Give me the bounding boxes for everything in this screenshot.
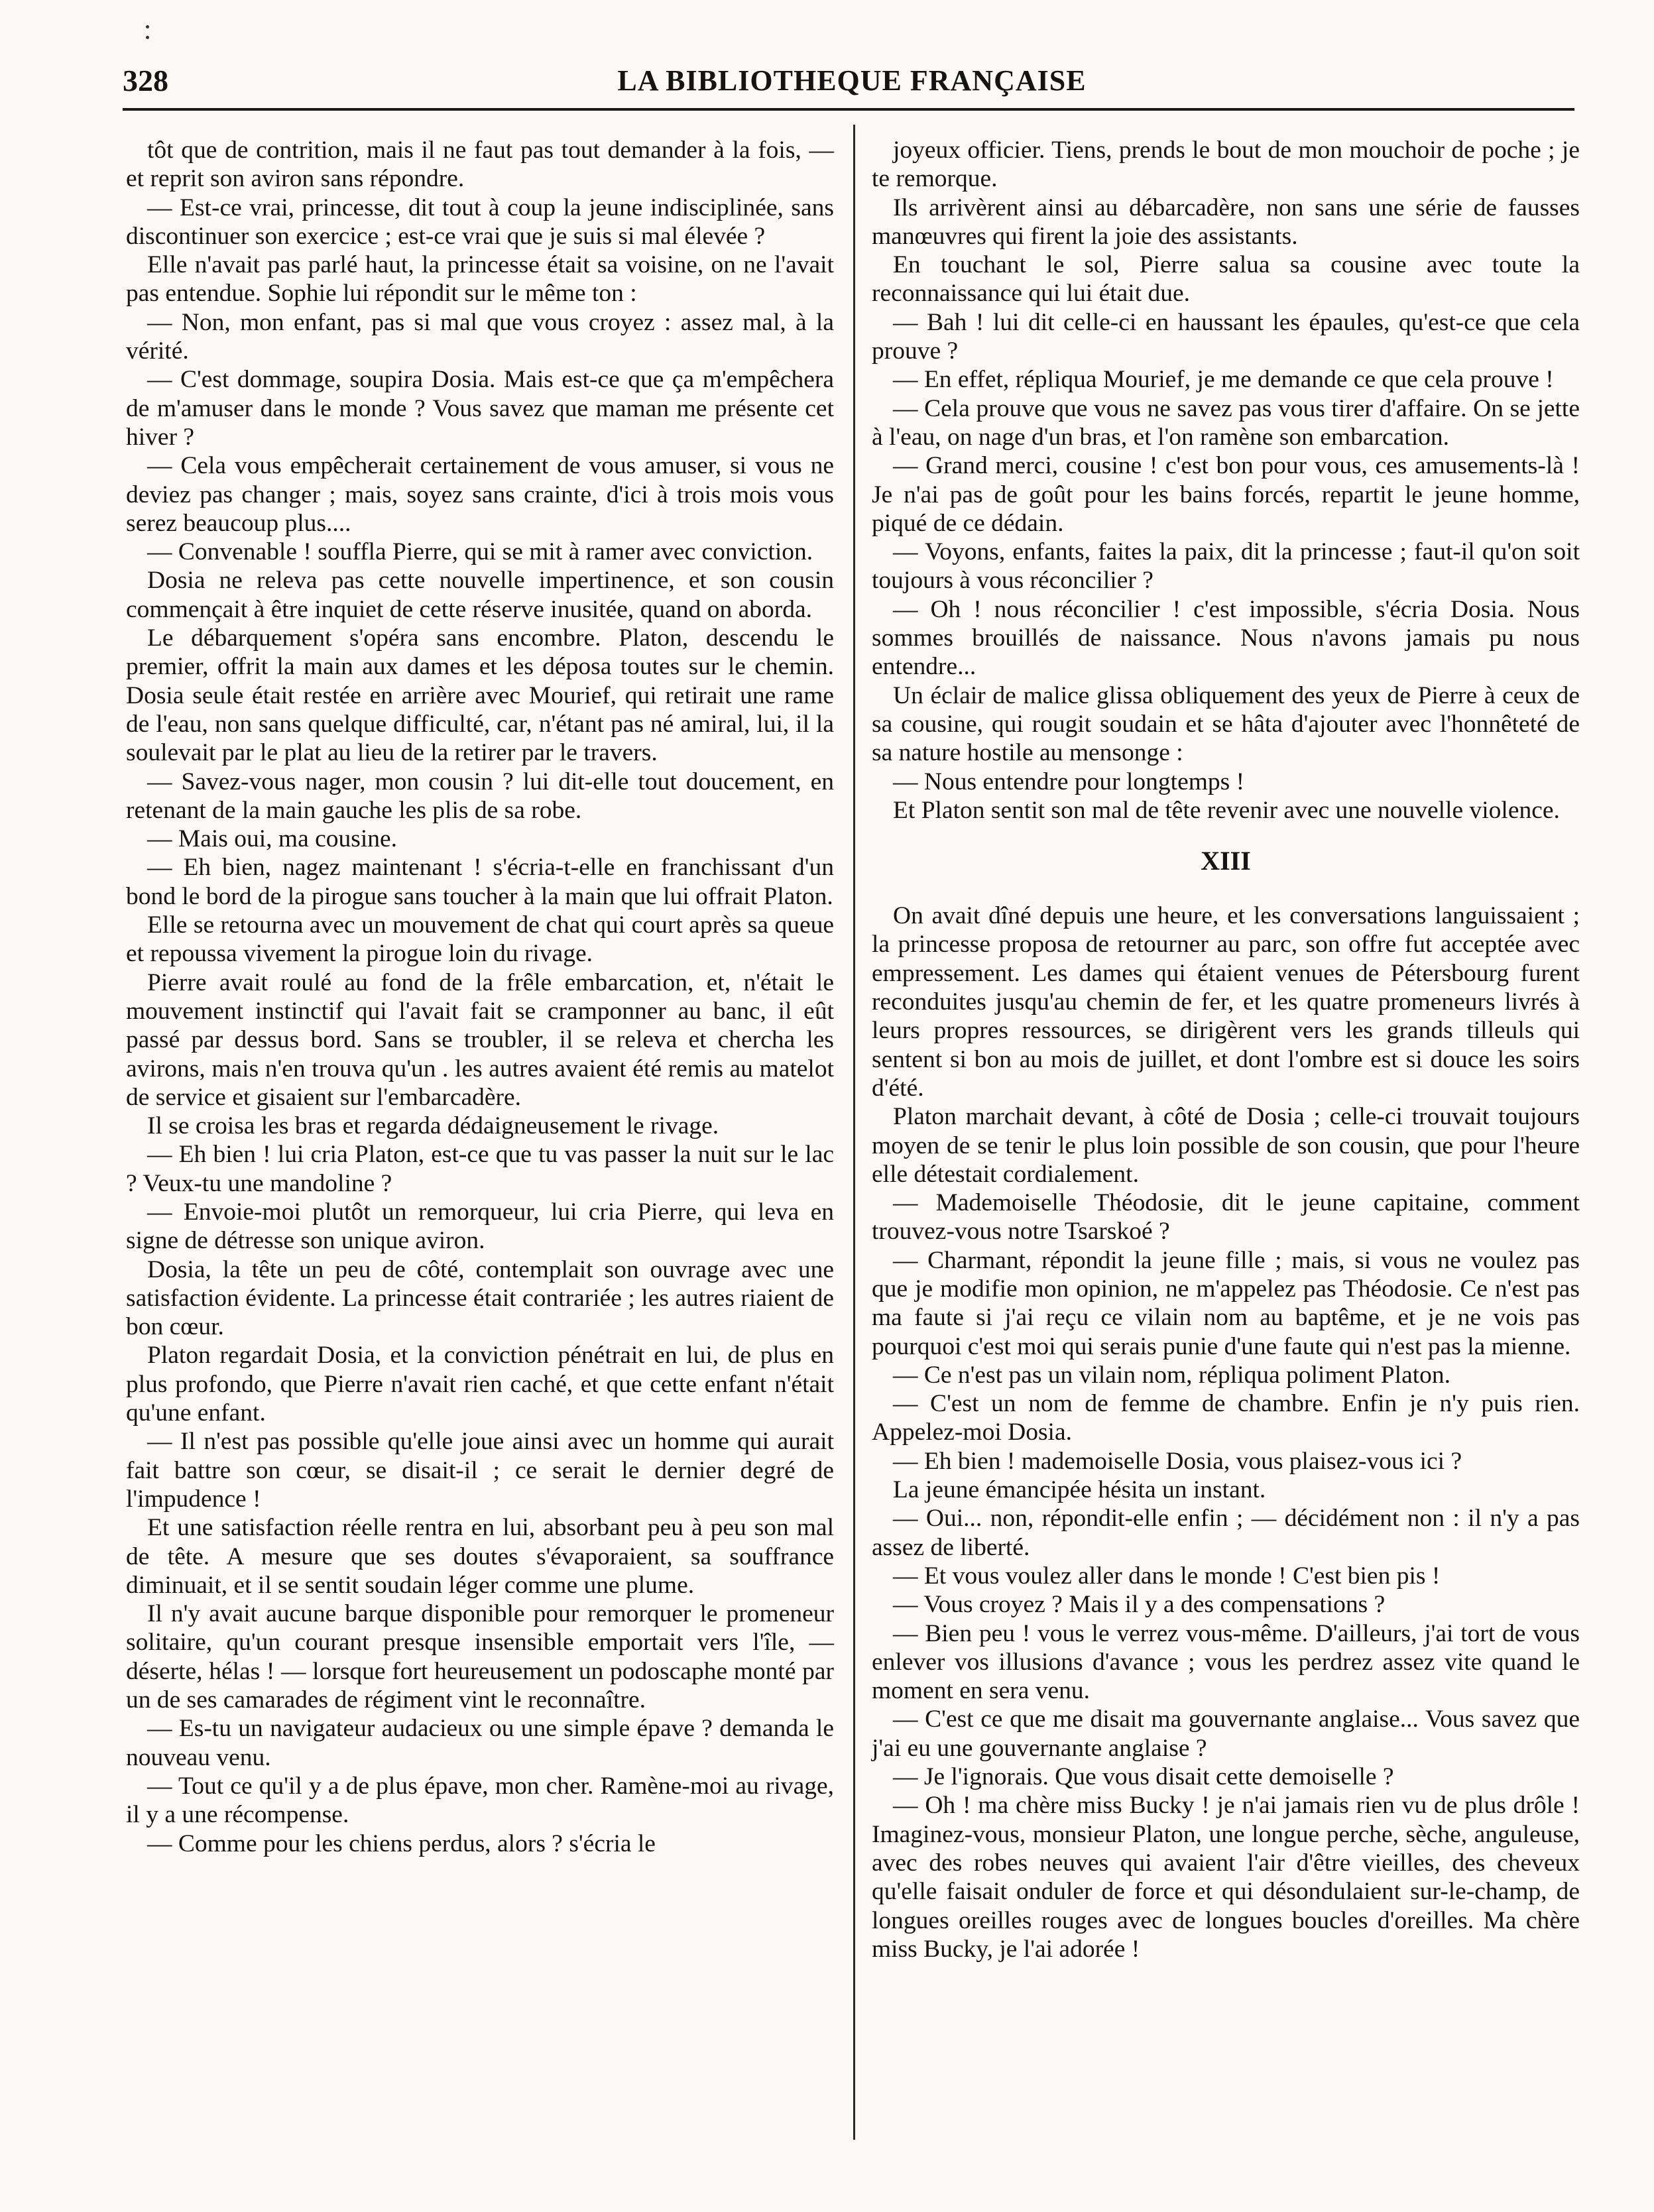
- paragraph: — Savez-vous nager, mon cousin ? lui dit-elle tout doucement, en retenant de la main gauche les plis de sa robe.: [126, 768, 834, 824]
- paragraph: — Grand merci, cousine ! c'est bon pour vous, ces amusements-là ! Je n'ai pas de goût pour les bains forcés, repartit le jeune homme, piqué de ce dédain.: [872, 452, 1580, 537]
- paragraph: — Bien peu ! vous le verrez vous-même. D'ailleurs, j'ai tort de vous enlever vos illusions d'avance ; vous les perdrez assez vite quand le moment en sera venu.: [872, 1619, 1580, 1705]
- paragraph: Elle se retourna avec un mouvement de chat qui court après sa queue et repoussa vivement la pirogue loin du rivage.: [126, 911, 834, 968]
- paragraph: — Et vous voulez aller dans le monde ! C'est bien pis !: [893, 1562, 1441, 1590]
- paragraph: — Eh bien ! lui cria Platon, est-ce que tu vas passer la nuit sur le lac ? Veux-tu une mandoline ?: [126, 1141, 834, 1197]
- paragraph: — C'est un nom de femme de chambre. Enfin je n'y puis rien. Appelez-moi Dosia.: [872, 1390, 1580, 1446]
- paragraph: On avait dîné depuis une heure, et les conversations languissaient ; la princesse proposa de retourner au parc, son offre fut acceptée avec empressement. Les dames qui étaient venues de Pétersbourg furent reconduites jusqu'au chemin de fer, et les quatre promeneurs livrés à leurs propres ressources, se dirigèrent vers les grands tilleuls qui sentent si bon au mois de juillet, et dont l'ombre est si douce les soirs d'été.: [872, 902, 1580, 1102]
- paragraph: Pierre avait roulé au fond de la frêle embarcation, et, n'était le mouvement instinctif qui l'avait fait se cramponner au banc, il eût passé par dessus bord. Sans se troubler, il se releva et chercha les avirons, mais n'en trouva qu'un . les autres avaient été remis au matelot de service et gisaient sur l'embarcadère.: [126, 968, 834, 1111]
- paragraph: — Charmant, répondit la jeune fille ; mais, si vous ne voulez pas que je modifie mon opinion, ne m'appelez pas Théodosie. Ce n'est pas ma faute si j'ai reçu ce vilain nom au baptême, et je ne vois pas pourquoi c'est moi qui serais punie d'une faute qui n'est pas la mienne.: [872, 1246, 1580, 1360]
- right-column-text-before: [872, 136, 1580, 825]
- paragraph: Il se croisa les bras et regarda dédaigneusement le rivage.: [147, 1112, 719, 1140]
- paragraph: — Mademoiselle Théodosie, dit le jeune capitaine, comment trouvez-vous notre Tsarskoé ?: [872, 1189, 1580, 1246]
- paragraph: — Cela prouve que vous ne savez pas vous tirer d'affaire. On se jette à l'eau, on nage d'un bras, et l'on ramène son embarcation.: [872, 394, 1580, 451]
- paragraph: — Bah ! lui dit celle-ci en haussant les épaules, qu'est-ce que cela prouve ?: [872, 308, 1580, 365]
- right-column-text-after: [872, 902, 1580, 1963]
- paragraph: — Eh bien ! mademoiselle Dosia, vous plaisez-vous ici ?: [893, 1447, 1462, 1475]
- paragraph: Platon regardait Dosia, et la conviction pénétrait en lui, de plus en plus profondo, que Pierre n'avait rien caché, et que cette enfant n'était qu'une enfant.: [126, 1342, 834, 1427]
- header-rule: [123, 108, 1574, 111]
- paragraph: Elle n'avait pas parlé haut, la princesse était sa voisine, on ne l'avait pas entendue. Sophie lui répondit sur le même ton :: [126, 251, 834, 308]
- paragraph: — Voyons, enfants, faites la paix, dit la princesse ; faut-il qu'on soit toujours à vous réconcilier ?: [872, 538, 1580, 595]
- paragraph: tôt que de contrition, mais il ne faut pas tout demander à la fois, — et reprit son aviron sans répondre.: [126, 137, 834, 193]
- paragraph: Ils arrivèrent ainsi au débarcadère, non sans une série de fausses manœuvres qui firent la joie des assistants.: [872, 194, 1580, 250]
- paragraph: Il n'y avait aucune barque disponible pour remorquer le promeneur solitaire, qu'un courant presque insensible emportait vers l'île, — déserte, hélas ! — lorsque fort heureusement un podoscaphe monté par un de ses camarades de régiment vint le reconnaître.: [126, 1600, 834, 1714]
- paragraph: Le débarquement s'opéra sans encombre. Platon, descendu le premier, offrit la main aux dames et les déposa toutes sur le chemin. Dosia seule était restée en arrière avec Mourief, qui retirait une rame de l'eau, non sans quelque difficulté, car, n'étant pas né amiral, lui, il la soulevait par le plat au lieu de la retirer par le travers.: [126, 624, 834, 767]
- paragraph: Et Platon sentit son mal de tête revenir avec une nouvelle violence.: [893, 796, 1560, 824]
- paragraph: — Oh ! ma chère miss Bucky ! je n'ai jamais rien vu de plus drôle ! Imaginez-vous, monsieur Platon, une longue perche, sèche, anguleuse, avec des robes neuves qui avaient l'air d'être vieilles, des cheveux qu'elle faisait onduler de force et qui désondulaient sur-le-champ, de longues oreilles rouges avec de longues boucles d'oreilles. Ma chère miss Bucky, je l'ai adorée !: [872, 1792, 1580, 1963]
- paragraph: — Mais oui, ma cousine.: [147, 825, 398, 853]
- paragraph: joyeux officier. Tiens, prends le bout de mon mouchoir de poche ; je te remorque.: [872, 137, 1580, 193]
- paragraph: — Eh bien, nagez maintenant ! s'écria-t-elle en franchissant d'un bond le bord de la pirogue sans toucher à la main que lui offrait Platon.: [126, 854, 834, 910]
- paragraph: — Oh ! nous réconcilier ! c'est impossible, s'écria Dosia. Nous sommes brouillés de naissance. Nous n'avons jamais pu nous entendre...: [872, 595, 1580, 681]
- paragraph: Un éclair de malice glissa obliquement des yeux de Pierre à ceux de sa cousine, qui rougit soudain et se hâta d'ajouter avec l'honnêteté de sa nature hostile au mensonge :: [872, 681, 1580, 767]
- right-column: [872, 136, 1580, 1963]
- paragraph: — Non, mon enfant, pas si mal que vous croyez : assez mal, à la vérité.: [126, 308, 834, 365]
- section-heading: XIII: [1201, 846, 1251, 876]
- paragraph: — Je l'ignorais. Que vous disait cette demoiselle ?: [893, 1763, 1394, 1791]
- paragraph: — Es-tu un navigateur audacieux ou une simple épave ? demanda le nouveau venu.: [126, 1715, 834, 1771]
- paragraph: — Est-ce vrai, princesse, dit tout à coup la jeune indisciplinée, sans discontinuer son exercice ; est-ce vrai que je suis si mal élevée ?: [126, 194, 834, 250]
- column-divider: [853, 125, 855, 2140]
- paragraph: — Vous croyez ? Mais il y a des compensations ?: [893, 1591, 1386, 1619]
- paragraph: Dosia, la tête un peu de côté, contemplait son ouvrage avec une satisfaction évidente. La princesse était contrariée ; les autres riaient de bon cœur.: [126, 1255, 834, 1341]
- paragraph: La jeune émancipée hésita un instant.: [893, 1476, 1266, 1504]
- left-column: [126, 136, 834, 1858]
- paragraph: — Nous entendre pour longtemps !: [893, 768, 1245, 795]
- paragraph: — Oui... non, répondit-elle enfin ; — décidément non : il n'y a pas assez de liberté.: [872, 1505, 1580, 1561]
- paragraph: — Ce n'est pas un vilain nom, répliqua poliment Platon.: [893, 1361, 1451, 1389]
- page-header: [123, 61, 1574, 101]
- paragraph: Dosia ne releva pas cette nouvelle impertinence, et son cousin commençait à être inquiet de cette réserve inusitée, quand on aborda.: [126, 567, 834, 623]
- paragraph: — C'est dommage, soupira Dosia. Mais est-ce que ça m'empêchera de m'amuser dans le monde ? Vous savez que maman me présente cet hiver ?: [126, 366, 834, 451]
- page-number: 328: [123, 64, 168, 97]
- running-title: LA BIBLIOTHEQUE FRANÇAISE: [617, 64, 1087, 97]
- paragraph: — Cela vous empêcherait certainement de vous amuser, si vous ne deviez pas changer ; mais, soyez sans crainte, d'ici à trois mois vous serez beaucoup plus....: [126, 452, 834, 537]
- paragraph: — Il n'est pas possible qu'elle joue ainsi avec un homme qui aurait fait battre son cœur, se disait-il ; ce serait le dernier degré de l'impudence !: [126, 1428, 834, 1513]
- paragraph: — Comme pour les chiens perdus, alors ? s'écria le: [147, 1830, 656, 1857]
- paragraph: — Envoie-moi plutôt un remorqueur, lui cria Pierre, qui leva en signe de détresse son unique aviron.: [126, 1198, 834, 1255]
- paragraph: En touchant le sol, Pierre salua sa cousine avec toute la reconnaissance qui lui était due.: [872, 251, 1580, 308]
- margin-marks: [139, 13, 159, 53]
- paragraph: Et une satisfaction réelle rentra en lui, absorbant peu à peu son mal de tête. A mesure que ses doutes s'évaporaient, sa souffrance diminuait, et il se sentit soudain léger comme une plume.: [126, 1514, 834, 1599]
- paragraph: — Tout ce qu'il y a de plus épave, mon cher. Ramène-moi au rivage, il y a une récompense.: [126, 1772, 834, 1829]
- paragraph: Platon marchait devant, à côté de Dosia ; celle-ci trouvait toujours moyen de se tenir le plus loin possible de son cousin, que pour l'heure elle détestait cordialement.: [872, 1103, 1580, 1188]
- paragraph: — C'est ce que me disait ma gouvernante anglaise... Vous savez que j'ai eu une gouvernante anglaise ?: [872, 1706, 1580, 1762]
- paragraph: — En effet, répliqua Mourief, je me demande ce que cela prouve !: [893, 366, 1554, 394]
- paragraph: — Convenable ! souffla Pierre, qui se mit à ramer avec conviction.: [147, 538, 813, 566]
